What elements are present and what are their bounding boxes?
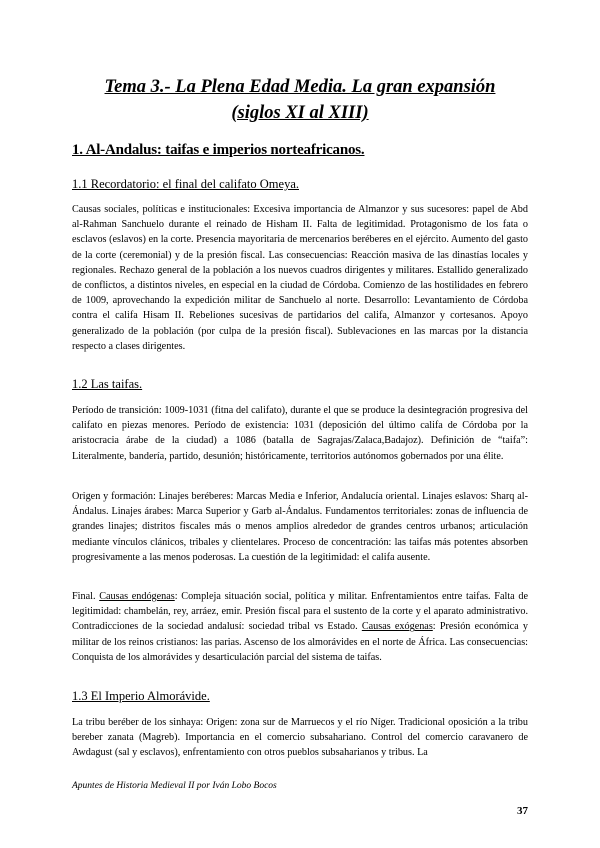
page-title	[60, 74, 540, 126]
subsection-heading-1-3: 1.3 El Imperio Almorávide.	[72, 689, 210, 703]
paragraph-1-1: Causas sociales, políticas e institucionales: Excesiva importancia de Almanzor y sus sucesores: papel de Abd al-Rahman Sanchuelo durante el reinado de Hisham II. Falta de legitimidad. Protagonismo de los fata o esclavos (eslavos) en la corte. Presencia mayoritaria de mercenarios beréberes en el ejército. Aumento del gasto de la corte (ceremonial) y de la presión fiscal. Las consecuencias: Reacción masiva de las dinastías locales y regionales. Rechazo general de la población a los nuevos cuadros dirigentes y militares. Estallido generalizado de conflictos, a distintos niveles, en especial en la ciudad de Córdoba. Comienzo de las hostilidades en febrero de 1009, aprovechando la expedición militar de Sanchuelo al norte. Desarrollo: Levantamiento de Córdoba contra el califa Hisam II. Rebeliones sucesivas de partidarios del califa, Almanzor y cortesanos. Apoyo generalizado de la población (por culpa de la presión fiscal). Sublevaciones en las marcas por la distancia respecto a clases dirigentes.	[72, 204, 528, 352]
page-footer: Apuntes de Historia Medieval II por Iván Lobo Bocos	[72, 781, 277, 791]
para-text: Final.	[72, 591, 100, 602]
paragraph-1-2-c	[72, 589, 528, 665]
paragraph-1-2-b: Origen y formación: Linajes beréberes: Marcas Media e Inferior, Andalucía oriental. Linajes eslavos: Sharq al-Ándalus. Linajes árabes: Marca Superior y Garb al-Ándalus. Fundamentos territoriales: zonas de influencia de grandes linajes; distritos fiscales más o menos amplios alrededor de grandes centros urbanos; articulación mediante vínculos clánicos, tribales y clientelares. Proceso de concentración: las taifas más potentes absorben progresivamente a las menos poderosas. La cuestión de la legitimidad: el califa ausente.	[72, 491, 528, 563]
title-line-2: (siglos XI al XIII)	[231, 103, 369, 123]
causas-endogenas-term: Causas endógenas	[99, 591, 175, 602]
page-number: 37	[517, 805, 528, 817]
section-heading-1: 1. Al-Andalus: taifas e imperios norteafricanos.	[72, 142, 365, 158]
para-text: : Presión económica y militar de los reinos cristianos: las parias. Ascenso de los almorávides en el norte de África. Las consecuencias: Conquista de los almorávides y desarticulación parcial del sistema de taifas.	[72, 621, 528, 663]
subsection-heading-1-1: 1.1 Recordatorio: el final del califato Omeya.	[72, 177, 299, 191]
title-line-1: Tema 3.- La Plena Edad Media. La gran expansión	[104, 77, 496, 97]
paragraph-1-3: La tribu beréber de los sinhaya: Origen: zona sur de Marruecos y el río Níger. Tradicional oposición a la tribu bereber zanata (Magreb). Importancia en el comercio subsahariano. Control del comercio caravanero de Awdagust (sal y esclavos), enfrentamiento con otros pueblos subsaharianos y tribus. La	[72, 717, 528, 759]
paragraph-1-2-a: Período de transición: 1009-1031 (fitna del califato), durante el que se produce la desintegración progresiva del califato en piezas menores. Período de existencia: 1031 (deposición del último califa de Córdoba por la aristocracia árabe de la ciudad) a 1086 (batalla de Sagrajas/Zalaca,Badajoz). Definición de “taifa”: Literalmente, bandería, partido, desunión; históricamente, territorios autónomos gobernados por una élite.	[72, 405, 528, 462]
para-text: : Compleja situación social, política y militar. Enfrentamientos entre taifas. Falta de legitimidad: chambelán, rey, arráez, emir. Presión fiscal para el sustento de la corte y el aparato administrativo. Contradicciones de la sociedad andalusí: sociedad tribal vs Estado.	[72, 591, 528, 633]
causas-exogenas-term: Causas exógenas	[361, 621, 433, 633]
subsection-heading-1-2: 1.2 Las taifas.	[72, 377, 143, 391]
